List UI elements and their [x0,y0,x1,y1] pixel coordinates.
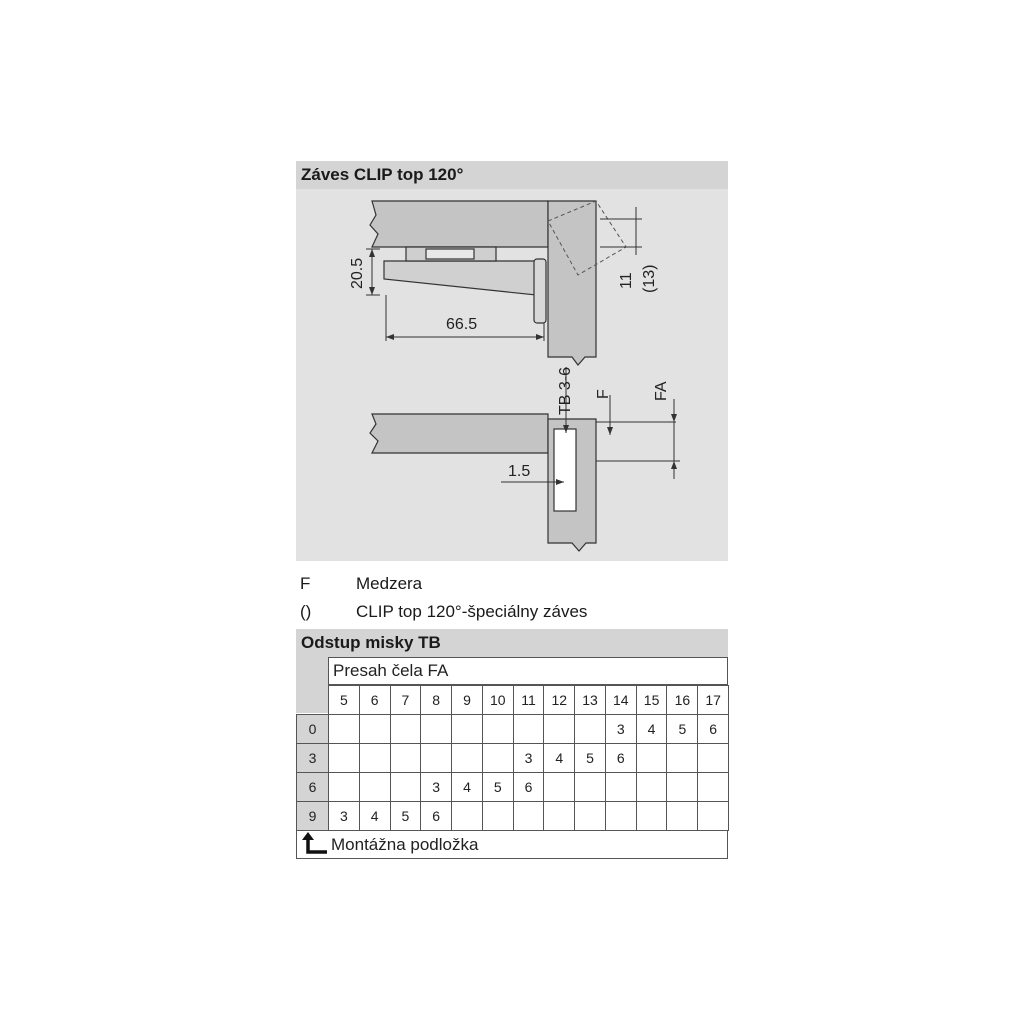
column-group-header [328,657,728,685]
table-cell: 6 [605,743,637,773]
table-cell: 4 [451,772,483,802]
door-edge-detail [554,429,576,511]
table-cell: 6 [513,772,545,802]
table-cell [328,772,360,802]
table-cell [636,801,668,831]
table-cell: 5 [574,743,606,773]
table-cell: 3 [605,714,637,744]
table-cell [451,801,483,831]
table-cell [697,801,729,831]
table-cell [543,801,575,831]
table-cell: 6 [420,801,452,831]
upper-side-panel [370,201,548,247]
table-cell [451,743,483,773]
arrow-20-5-bottom [369,287,375,295]
hinge-technical-drawing [296,189,728,561]
table-footer-row [296,829,728,859]
table-cell: 4 [359,801,391,831]
column-header: 17 [697,685,729,715]
label-dim-13: (13) [641,264,658,293]
table-cell: 6 [697,714,729,744]
table-cell [328,743,360,773]
table-cell [482,801,514,831]
column-header: 9 [451,685,483,715]
table-cell [666,801,698,831]
row-header: 6 [296,772,329,802]
table-cell: 4 [636,714,668,744]
table-cell [605,772,637,802]
label-dim-fa: FA [653,381,670,401]
table-cell [513,714,545,744]
column-header: 16 [666,685,698,715]
table-cell [574,772,606,802]
label-dim-20-5: 20.5 [349,257,366,289]
table-cell [574,714,606,744]
legend-item-f [300,574,720,596]
row-header: 9 [296,801,329,831]
table-cell [574,801,606,831]
table-cell [451,714,483,744]
table-cell [390,772,422,802]
table-cell [513,801,545,831]
hinge-slot [426,249,474,259]
column-header: 8 [420,685,452,715]
label-dim-11: 11 [618,272,635,289]
table-cell [390,743,422,773]
column-header: 10 [482,685,514,715]
mounting-plate-cell [297,830,329,858]
label-dim-1-5: 1.5 [508,463,531,480]
legend-symbol-parentheses: () [300,602,312,621]
column-header: 12 [543,685,575,715]
label-dim-f: F [595,389,612,399]
column-header: 15 [636,685,668,715]
legend-symbol-f: F [300,574,311,593]
table-corner-cell [296,657,328,713]
arrow-f [607,427,613,435]
table-cell: 3 [420,772,452,802]
table-cell [390,714,422,744]
table-cell [328,714,360,744]
table-cell: 5 [666,714,698,744]
table-cell [697,772,729,802]
legend-item-parentheses [300,602,720,624]
table-cell [420,743,452,773]
drawing-title-bar [296,161,728,189]
table-title-bar [296,629,728,657]
column-header: 13 [574,685,606,715]
arrow-fa-bottom [671,461,677,469]
row-header: 3 [296,743,329,773]
table-cell [697,743,729,773]
column-group-label: Presah čela FA [333,661,449,680]
table-cell [482,714,514,744]
lower-side-panel [370,414,548,453]
page-title: Záves CLIP top 120° [301,165,464,184]
table-cell [636,772,668,802]
table-cell [420,714,452,744]
column-header: 11 [513,685,545,715]
table-cell [543,714,575,744]
label-dim-tb: TB 3-6 [557,366,574,415]
column-header: 7 [390,685,422,715]
table-cell: 3 [328,801,360,831]
table-cell [359,743,391,773]
hinge-cup [534,259,546,323]
legend-text-parentheses: CLIP top 120°-špeciálny záves [356,602,588,621]
row-header: 0 [296,714,329,744]
label-dim-66-5: 66.5 [446,316,478,333]
table-cell [666,743,698,773]
arrow-66-5-left [386,334,394,340]
arrow-fa-top [671,414,677,422]
table-cell [666,772,698,802]
table-title: Odstup misky TB [301,633,441,652]
legend-text-f: Medzera [356,574,423,593]
table-cell [359,714,391,744]
footer-label: Montážna podložka [331,835,479,854]
table-cell: 5 [390,801,422,831]
table-cell: 3 [513,743,545,773]
arrow-66-5-right [536,334,544,340]
table-cell [636,743,668,773]
column-header: 14 [605,685,637,715]
table-cell: 4 [543,743,575,773]
column-header: 6 [359,685,391,715]
arrow-20-5-top [369,249,375,257]
table-cell [543,772,575,802]
mounting-plate-arrow-icon [297,830,329,858]
tb-offset-table [296,657,728,859]
upper-door-panel [548,201,596,365]
table-cell: 5 [482,772,514,802]
hinge-arm [384,261,536,295]
hinge-drawing-svg [296,189,728,561]
column-header: 5 [328,685,360,715]
table-cell [605,801,637,831]
table-cell [482,743,514,773]
table-cell [359,772,391,802]
